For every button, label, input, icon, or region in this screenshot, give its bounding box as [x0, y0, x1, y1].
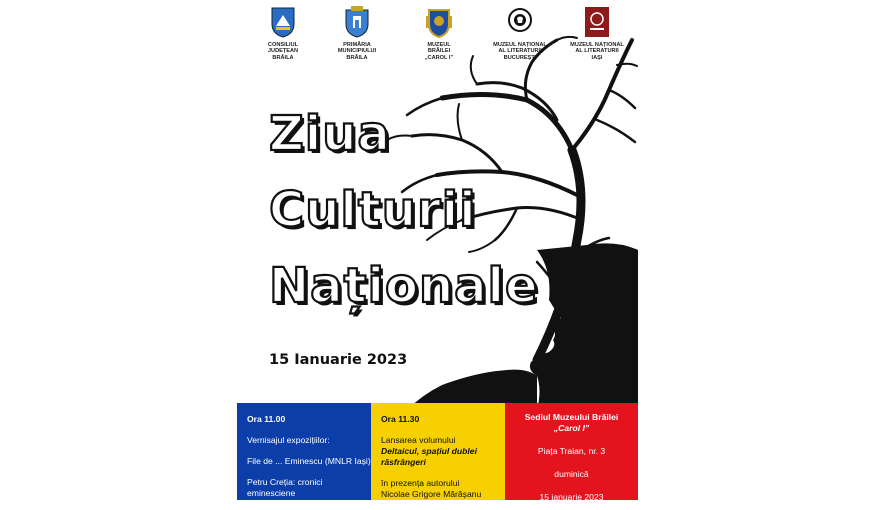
title-line-1: Ziua — [269, 106, 391, 162]
program-yellow-band — [371, 403, 505, 500]
logo-caption: MUZEUL NAȚIONAL AL LITERATURII IAȘI — [570, 42, 624, 61]
program-text: Petru Creția: cronici eminesciene — [247, 477, 323, 498]
event-day: duminică — [554, 469, 589, 479]
logo-caption: MUZEUL BRĂILEI „CAROL I” — [424, 42, 454, 61]
venue-name: „Carol I” — [553, 423, 590, 433]
title-line-2: Culturii — [269, 182, 477, 238]
program-text: radio (MNLR București) — [247, 499, 337, 509]
program-text: în prezența autorului — [381, 478, 460, 488]
program-text: Lansarea volumului — [381, 435, 456, 445]
event-day-date: 15 ianuarie 2023 — [539, 492, 604, 502]
book-title: răsfrângeri — [381, 457, 426, 467]
program-blue-band — [237, 403, 371, 509]
book-title: Deltaicul, spațiul dublei — [381, 446, 477, 456]
program-text: Vernisajul expozițiilor: — [247, 435, 330, 445]
poster — [237, 0, 638, 509]
event-date: 15 Ianuarie 2023 — [269, 352, 408, 368]
logo-caption: CONSILIUL JUDEȚEAN BRĂILA — [267, 42, 299, 61]
venue-address: Piața Traian, nr. 3 — [537, 446, 606, 456]
program-text: File de ... Eminescu (MNLR Iași) — [247, 456, 371, 466]
program-time: Ora 11.00 — [247, 414, 286, 424]
program-time: Ora 11.30 — [381, 414, 420, 424]
author-name: Nicolae Grigore Mărășanu — [381, 489, 482, 499]
title-line-3: Naționale — [269, 258, 539, 314]
program-red-band — [505, 403, 638, 500]
logo-caption: MUZEUL NAȚIONAL AL LITERATURII BUCUREȘTI — [493, 42, 547, 61]
logo-caption: PRIMĂRIA MUNICIPIULUI BRĂILA — [337, 42, 377, 61]
venue-name: Sediul Muzeului Brăilei — [524, 412, 619, 422]
